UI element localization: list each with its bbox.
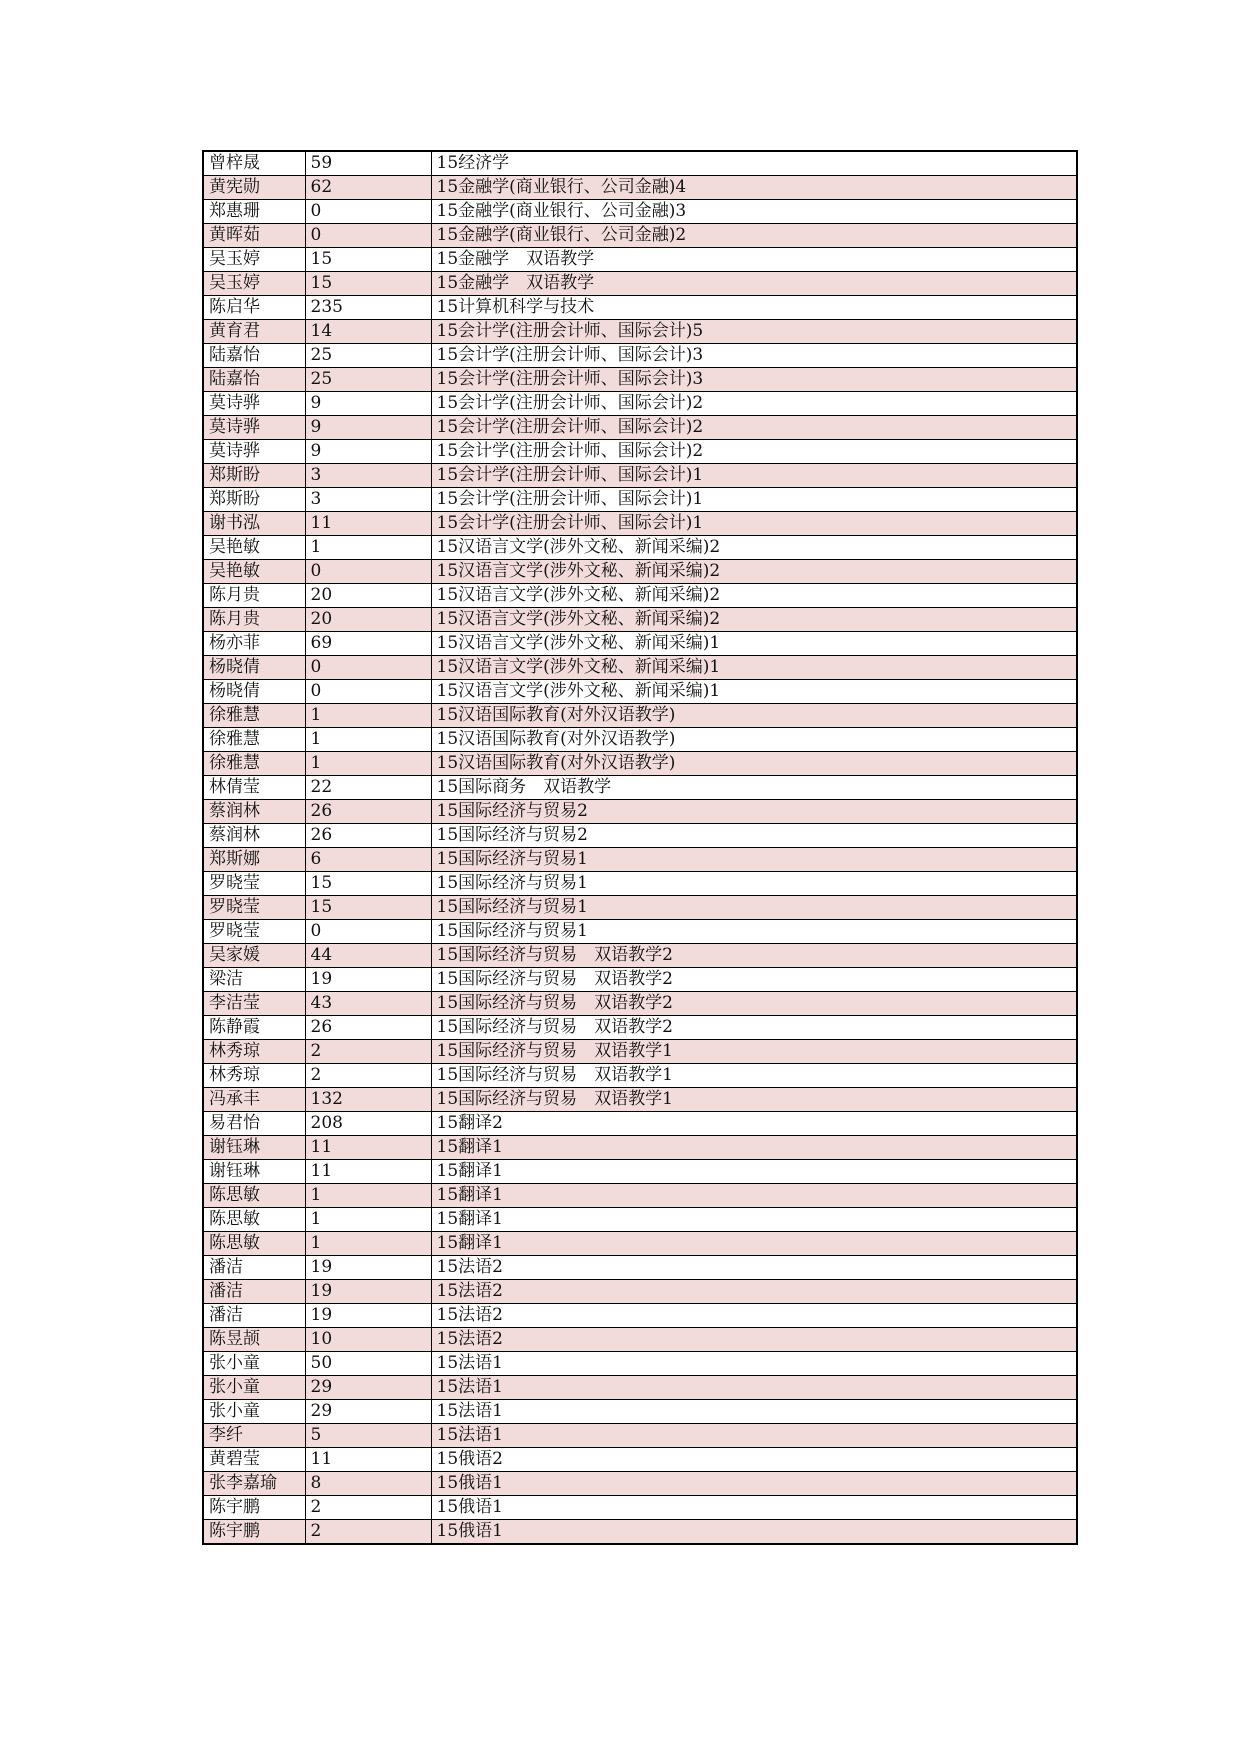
count-cell: 15 bbox=[305, 872, 431, 896]
count-cell: 25 bbox=[305, 368, 431, 392]
class-cell: 15国际经济与贸易 双语教学2 bbox=[431, 1016, 1077, 1040]
table-row bbox=[203, 488, 1077, 512]
count-cell: 22 bbox=[305, 776, 431, 800]
table-row bbox=[203, 728, 1077, 752]
class-cell: 15翻译1 bbox=[431, 1184, 1077, 1208]
class-cell: 15汉语言文学(涉外文秘、新闻采编)1 bbox=[431, 656, 1077, 680]
count-cell: 29 bbox=[305, 1400, 431, 1424]
name-cell: 罗晓莹 bbox=[203, 896, 305, 920]
class-cell: 15汉语言文学(涉外文秘、新闻采编)2 bbox=[431, 560, 1077, 584]
table-row bbox=[203, 584, 1077, 608]
table-row bbox=[203, 416, 1077, 440]
class-cell: 15法语2 bbox=[431, 1328, 1077, 1352]
count-cell: 1 bbox=[305, 1208, 431, 1232]
table-row bbox=[203, 200, 1077, 224]
table-row bbox=[203, 440, 1077, 464]
count-cell: 0 bbox=[305, 224, 431, 248]
count-cell: 2 bbox=[305, 1040, 431, 1064]
table-row bbox=[203, 992, 1077, 1016]
class-cell: 15俄语1 bbox=[431, 1520, 1077, 1545]
count-cell: 59 bbox=[305, 151, 431, 176]
class-cell: 15国际经济与贸易 双语教学2 bbox=[431, 968, 1077, 992]
class-cell: 15翻译1 bbox=[431, 1208, 1077, 1232]
class-cell: 15国际经济与贸易 双语教学1 bbox=[431, 1064, 1077, 1088]
name-cell: 黄宪勋 bbox=[203, 176, 305, 200]
table-row bbox=[203, 176, 1077, 200]
name-cell: 陈月贵 bbox=[203, 584, 305, 608]
table-row bbox=[203, 1448, 1077, 1472]
table-row bbox=[203, 1160, 1077, 1184]
table-body bbox=[203, 151, 1077, 1544]
name-cell: 徐雅慧 bbox=[203, 728, 305, 752]
table-row bbox=[203, 1352, 1077, 1376]
name-cell: 林倩莹 bbox=[203, 776, 305, 800]
count-cell: 3 bbox=[305, 464, 431, 488]
name-cell: 谢钰琳 bbox=[203, 1136, 305, 1160]
class-cell: 15金融学(商业银行、公司金融)2 bbox=[431, 224, 1077, 248]
name-cell: 陈昱颉 bbox=[203, 1328, 305, 1352]
name-cell: 陈静霞 bbox=[203, 1016, 305, 1040]
table-row bbox=[203, 704, 1077, 728]
table-row bbox=[203, 151, 1077, 176]
table-row bbox=[203, 1040, 1077, 1064]
count-cell: 0 bbox=[305, 560, 431, 584]
table-row bbox=[203, 344, 1077, 368]
table-row bbox=[203, 680, 1077, 704]
count-cell: 25 bbox=[305, 344, 431, 368]
name-cell: 陆嘉怡 bbox=[203, 368, 305, 392]
name-cell: 蔡润林 bbox=[203, 800, 305, 824]
table-row bbox=[203, 824, 1077, 848]
table-row bbox=[203, 1280, 1077, 1304]
table-row bbox=[203, 800, 1077, 824]
count-cell: 9 bbox=[305, 440, 431, 464]
table-row bbox=[203, 776, 1077, 800]
class-cell: 15会计学(注册会计师、国际会计)2 bbox=[431, 440, 1077, 464]
class-cell: 15会计学(注册会计师、国际会计)2 bbox=[431, 416, 1077, 440]
table-row bbox=[203, 1376, 1077, 1400]
name-cell: 张小童 bbox=[203, 1352, 305, 1376]
count-cell: 0 bbox=[305, 656, 431, 680]
table-row bbox=[203, 368, 1077, 392]
table-row bbox=[203, 920, 1077, 944]
table-row bbox=[203, 1424, 1077, 1448]
table-row bbox=[203, 272, 1077, 296]
table-row bbox=[203, 296, 1077, 320]
table-row bbox=[203, 1064, 1077, 1088]
table-row bbox=[203, 1520, 1077, 1545]
count-cell: 62 bbox=[305, 176, 431, 200]
name-cell: 李洁莹 bbox=[203, 992, 305, 1016]
data-table bbox=[202, 150, 1078, 1545]
class-cell: 15金融学 双语教学 bbox=[431, 248, 1077, 272]
class-cell: 15金融学 双语教学 bbox=[431, 272, 1077, 296]
count-cell: 1 bbox=[305, 728, 431, 752]
count-cell: 1 bbox=[305, 536, 431, 560]
table-row bbox=[203, 560, 1077, 584]
class-cell: 15国际经济与贸易 双语教学2 bbox=[431, 992, 1077, 1016]
name-cell: 杨亦菲 bbox=[203, 632, 305, 656]
class-cell: 15汉语国际教育(对外汉语教学) bbox=[431, 728, 1077, 752]
count-cell: 0 bbox=[305, 920, 431, 944]
table-row bbox=[203, 1208, 1077, 1232]
class-cell: 15翻译1 bbox=[431, 1136, 1077, 1160]
name-cell: 杨晓倩 bbox=[203, 680, 305, 704]
name-cell: 徐雅慧 bbox=[203, 704, 305, 728]
name-cell: 陆嘉怡 bbox=[203, 344, 305, 368]
table-row bbox=[203, 512, 1077, 536]
name-cell: 莫诗骅 bbox=[203, 392, 305, 416]
name-cell: 郑斯娜 bbox=[203, 848, 305, 872]
name-cell: 陈月贵 bbox=[203, 608, 305, 632]
count-cell: 9 bbox=[305, 392, 431, 416]
count-cell: 2 bbox=[305, 1064, 431, 1088]
count-cell: 69 bbox=[305, 632, 431, 656]
count-cell: 235 bbox=[305, 296, 431, 320]
class-cell: 15金融学(商业银行、公司金融)3 bbox=[431, 200, 1077, 224]
name-cell: 潘洁 bbox=[203, 1256, 305, 1280]
name-cell: 陈思敏 bbox=[203, 1208, 305, 1232]
name-cell: 陈启华 bbox=[203, 296, 305, 320]
class-cell: 15俄语1 bbox=[431, 1472, 1077, 1496]
count-cell: 3 bbox=[305, 488, 431, 512]
name-cell: 徐雅慧 bbox=[203, 752, 305, 776]
table-row bbox=[203, 944, 1077, 968]
count-cell: 10 bbox=[305, 1328, 431, 1352]
table-row bbox=[203, 464, 1077, 488]
table-row bbox=[203, 1256, 1077, 1280]
name-cell: 陈宇鹏 bbox=[203, 1496, 305, 1520]
count-cell: 15 bbox=[305, 248, 431, 272]
name-cell: 林秀琼 bbox=[203, 1064, 305, 1088]
table-row bbox=[203, 320, 1077, 344]
count-cell: 11 bbox=[305, 1448, 431, 1472]
class-cell: 15金融学(商业银行、公司金融)4 bbox=[431, 176, 1077, 200]
count-cell: 0 bbox=[305, 200, 431, 224]
count-cell: 2 bbox=[305, 1520, 431, 1545]
count-cell: 26 bbox=[305, 1016, 431, 1040]
name-cell: 吴玉婷 bbox=[203, 272, 305, 296]
class-cell: 15汉语国际教育(对外汉语教学) bbox=[431, 752, 1077, 776]
name-cell: 郑惠珊 bbox=[203, 200, 305, 224]
count-cell: 19 bbox=[305, 1256, 431, 1280]
class-cell: 15法语1 bbox=[431, 1352, 1077, 1376]
table-row bbox=[203, 1304, 1077, 1328]
count-cell: 19 bbox=[305, 968, 431, 992]
name-cell: 杨晓倩 bbox=[203, 656, 305, 680]
name-cell: 张李嘉瑜 bbox=[203, 1472, 305, 1496]
count-cell: 6 bbox=[305, 848, 431, 872]
name-cell: 谢钰琳 bbox=[203, 1160, 305, 1184]
count-cell: 11 bbox=[305, 1160, 431, 1184]
class-cell: 15翻译1 bbox=[431, 1232, 1077, 1256]
class-cell: 15会计学(注册会计师、国际会计)1 bbox=[431, 512, 1077, 536]
class-cell: 15会计学(注册会计师、国际会计)1 bbox=[431, 488, 1077, 512]
class-cell: 15汉语言文学(涉外文秘、新闻采编)2 bbox=[431, 584, 1077, 608]
class-cell: 15法语2 bbox=[431, 1304, 1077, 1328]
name-cell: 黄碧莹 bbox=[203, 1448, 305, 1472]
table-row bbox=[203, 1016, 1077, 1040]
name-cell: 梁洁 bbox=[203, 968, 305, 992]
name-cell: 郑斯盼 bbox=[203, 488, 305, 512]
count-cell: 44 bbox=[305, 944, 431, 968]
count-cell: 1 bbox=[305, 1184, 431, 1208]
count-cell: 1 bbox=[305, 1232, 431, 1256]
table-row bbox=[203, 1136, 1077, 1160]
count-cell: 1 bbox=[305, 704, 431, 728]
name-cell: 李纤 bbox=[203, 1424, 305, 1448]
name-cell: 罗晓莹 bbox=[203, 920, 305, 944]
name-cell: 曾梓晟 bbox=[203, 151, 305, 176]
table-row bbox=[203, 392, 1077, 416]
table-row bbox=[203, 968, 1077, 992]
table-row bbox=[203, 752, 1077, 776]
class-cell: 15法语1 bbox=[431, 1376, 1077, 1400]
class-cell: 15翻译1 bbox=[431, 1160, 1077, 1184]
name-cell: 蔡润林 bbox=[203, 824, 305, 848]
class-cell: 15国际经济与贸易2 bbox=[431, 824, 1077, 848]
table-row bbox=[203, 656, 1077, 680]
table-row bbox=[203, 1328, 1077, 1352]
class-cell: 15会计学(注册会计师、国际会计)3 bbox=[431, 344, 1077, 368]
name-cell: 林秀琼 bbox=[203, 1040, 305, 1064]
table-row bbox=[203, 248, 1077, 272]
class-cell: 15国际经济与贸易1 bbox=[431, 872, 1077, 896]
name-cell: 吴艳敏 bbox=[203, 536, 305, 560]
class-cell: 15经济学 bbox=[431, 151, 1077, 176]
class-cell: 15法语2 bbox=[431, 1280, 1077, 1304]
name-cell: 易君怡 bbox=[203, 1112, 305, 1136]
name-cell: 潘洁 bbox=[203, 1280, 305, 1304]
name-cell: 莫诗骅 bbox=[203, 440, 305, 464]
count-cell: 26 bbox=[305, 800, 431, 824]
class-cell: 15俄语1 bbox=[431, 1496, 1077, 1520]
count-cell: 29 bbox=[305, 1376, 431, 1400]
table-row bbox=[203, 1184, 1077, 1208]
class-cell: 15国际经济与贸易 双语教学1 bbox=[431, 1040, 1077, 1064]
count-cell: 50 bbox=[305, 1352, 431, 1376]
class-cell: 15法语1 bbox=[431, 1424, 1077, 1448]
name-cell: 莫诗骅 bbox=[203, 416, 305, 440]
class-cell: 15国际经济与贸易1 bbox=[431, 920, 1077, 944]
class-cell: 15会计学(注册会计师、国际会计)2 bbox=[431, 392, 1077, 416]
class-cell: 15国际商务 双语教学 bbox=[431, 776, 1077, 800]
class-cell: 15汉语言文学(涉外文秘、新闻采编)1 bbox=[431, 680, 1077, 704]
class-cell: 15会计学(注册会计师、国际会计)3 bbox=[431, 368, 1077, 392]
class-cell: 15国际经济与贸易1 bbox=[431, 896, 1077, 920]
count-cell: 2 bbox=[305, 1496, 431, 1520]
count-cell: 0 bbox=[305, 680, 431, 704]
class-cell: 15俄语2 bbox=[431, 1448, 1077, 1472]
name-cell: 张小童 bbox=[203, 1400, 305, 1424]
count-cell: 19 bbox=[305, 1304, 431, 1328]
class-cell: 15汉语言文学(涉外文秘、新闻采编)2 bbox=[431, 608, 1077, 632]
class-cell: 15计算机科学与技术 bbox=[431, 296, 1077, 320]
name-cell: 黄晖茹 bbox=[203, 224, 305, 248]
name-cell: 郑斯盼 bbox=[203, 464, 305, 488]
class-cell: 15法语2 bbox=[431, 1256, 1077, 1280]
name-cell: 冯承丰 bbox=[203, 1088, 305, 1112]
table-row bbox=[203, 848, 1077, 872]
count-cell: 26 bbox=[305, 824, 431, 848]
class-cell: 15汉语言文学(涉外文秘、新闻采编)1 bbox=[431, 632, 1077, 656]
class-cell: 15国际经济与贸易 双语教学1 bbox=[431, 1088, 1077, 1112]
table-row bbox=[203, 872, 1077, 896]
class-cell: 15国际经济与贸易2 bbox=[431, 800, 1077, 824]
count-cell: 132 bbox=[305, 1088, 431, 1112]
table-row bbox=[203, 1088, 1077, 1112]
class-cell: 15汉语言文学(涉外文秘、新闻采编)2 bbox=[431, 536, 1077, 560]
class-cell: 15翻译2 bbox=[431, 1112, 1077, 1136]
table-row bbox=[203, 536, 1077, 560]
table-row bbox=[203, 1232, 1077, 1256]
count-cell: 14 bbox=[305, 320, 431, 344]
name-cell: 吴玉婷 bbox=[203, 248, 305, 272]
table-row bbox=[203, 1112, 1077, 1136]
table-row bbox=[203, 632, 1077, 656]
table-row bbox=[203, 608, 1077, 632]
name-cell: 陈思敏 bbox=[203, 1232, 305, 1256]
count-cell: 43 bbox=[305, 992, 431, 1016]
name-cell: 陈宇鹏 bbox=[203, 1520, 305, 1545]
count-cell: 9 bbox=[305, 416, 431, 440]
name-cell: 张小童 bbox=[203, 1376, 305, 1400]
class-cell: 15国际经济与贸易1 bbox=[431, 848, 1077, 872]
name-cell: 潘洁 bbox=[203, 1304, 305, 1328]
count-cell: 11 bbox=[305, 512, 431, 536]
count-cell: 19 bbox=[305, 1280, 431, 1304]
class-cell: 15会计学(注册会计师、国际会计)1 bbox=[431, 464, 1077, 488]
count-cell: 8 bbox=[305, 1472, 431, 1496]
table-row bbox=[203, 224, 1077, 248]
count-cell: 208 bbox=[305, 1112, 431, 1136]
count-cell: 1 bbox=[305, 752, 431, 776]
table-row bbox=[203, 1496, 1077, 1520]
count-cell: 20 bbox=[305, 608, 431, 632]
table-row bbox=[203, 1400, 1077, 1424]
name-cell: 陈思敏 bbox=[203, 1184, 305, 1208]
name-cell: 罗晓莹 bbox=[203, 872, 305, 896]
count-cell: 15 bbox=[305, 272, 431, 296]
class-cell: 15国际经济与贸易 双语教学2 bbox=[431, 944, 1077, 968]
name-cell: 吴家媛 bbox=[203, 944, 305, 968]
class-cell: 15会计学(注册会计师、国际会计)5 bbox=[431, 320, 1077, 344]
class-cell: 15法语1 bbox=[431, 1400, 1077, 1424]
table-row bbox=[203, 1472, 1077, 1496]
count-cell: 20 bbox=[305, 584, 431, 608]
count-cell: 5 bbox=[305, 1424, 431, 1448]
class-cell: 15汉语国际教育(对外汉语教学) bbox=[431, 704, 1077, 728]
table-row bbox=[203, 896, 1077, 920]
name-cell: 谢书泓 bbox=[203, 512, 305, 536]
name-cell: 吴艳敏 bbox=[203, 560, 305, 584]
count-cell: 11 bbox=[305, 1136, 431, 1160]
name-cell: 黄育君 bbox=[203, 320, 305, 344]
count-cell: 15 bbox=[305, 896, 431, 920]
